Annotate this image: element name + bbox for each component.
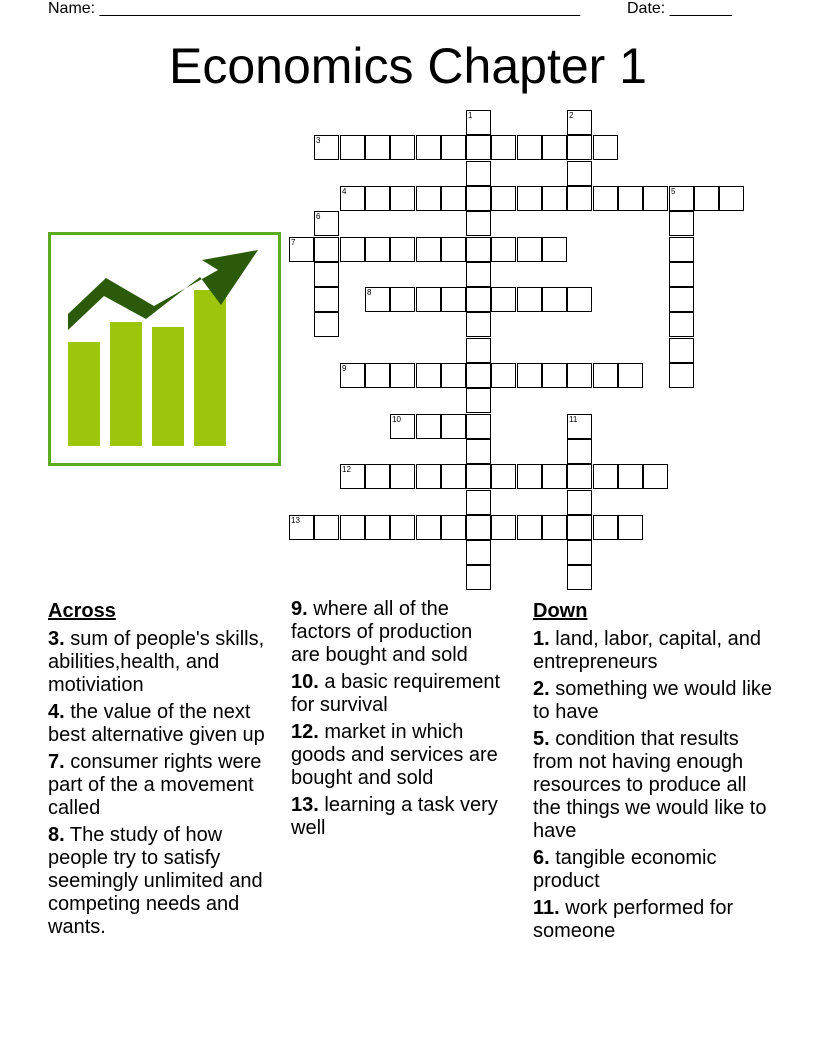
crossword-cell[interactable] (466, 287, 491, 312)
crossword-cell[interactable] (340, 135, 365, 160)
crossword-cell[interactable] (466, 439, 491, 464)
crossword-cell[interactable] (314, 515, 339, 540)
crossword-cell[interactable] (669, 287, 694, 312)
crossword-cell[interactable] (314, 135, 339, 160)
crossword-cell[interactable] (517, 464, 542, 489)
crossword-cell[interactable] (365, 287, 390, 312)
crossword-cell[interactable] (441, 186, 466, 211)
crossword-cell[interactable] (567, 110, 592, 135)
page-title: Economics Chapter 1 (168, 38, 647, 94)
crossword-cell[interactable] (466, 237, 491, 262)
crossword-cell[interactable] (365, 237, 390, 262)
cell-number: 4 (342, 187, 347, 196)
clue-down-5: 5. condition that results from not having enough resources to produce all the things we would like to have (533, 728, 767, 842)
cell-number: 8 (367, 288, 372, 297)
crossword-cell[interactable] (669, 186, 694, 211)
crossword-cell[interactable] (567, 414, 592, 439)
clue-across-8: 8. The study of how people try to satisfy seemingly unlimited and competing needs and wants. (48, 824, 263, 938)
crossword-cell[interactable] (669, 262, 694, 287)
crossword-cell[interactable] (416, 363, 441, 388)
cell-number: 6 (316, 212, 321, 221)
crossword-cell[interactable] (416, 135, 441, 160)
crossword-cell[interactable] (314, 287, 339, 312)
crossword-cell[interactable] (618, 515, 643, 540)
clue-across-9: 9. where all of the factors of production are bought and sold (291, 598, 473, 666)
crossword-cell[interactable] (517, 135, 542, 160)
crossword-cell[interactable] (491, 135, 516, 160)
crossword-cell[interactable] (567, 363, 592, 388)
crossword-cell[interactable] (466, 565, 491, 590)
clue-down-1: 1. land, labor, capital, and entrepreneurs (533, 628, 761, 673)
logo-bar (194, 290, 226, 446)
crossword-cell[interactable] (314, 211, 339, 236)
crossword-cell[interactable] (618, 186, 643, 211)
crossword-cell[interactable] (441, 287, 466, 312)
crossword-cell[interactable] (416, 464, 441, 489)
crossword-cell[interactable] (593, 363, 618, 388)
crossword-cell[interactable] (491, 186, 516, 211)
crossword-cell[interactable] (466, 540, 491, 565)
crossword-cell[interactable] (390, 363, 415, 388)
crossword-cell[interactable] (643, 186, 668, 211)
cell-number: 12 (342, 465, 351, 474)
across-clues-col2 (291, 598, 506, 844)
down-clues-col (533, 598, 773, 947)
clue-across-12: 12. market in which goods and services are bought and sold (291, 721, 498, 789)
crossword-cell[interactable] (390, 237, 415, 262)
clue-across-3: 3. sum of people's skills, abilities,health, and motiviation (48, 628, 265, 696)
crossword-cell[interactable] (669, 312, 694, 337)
crossword-cell[interactable] (567, 515, 592, 540)
crossword-cell[interactable] (441, 237, 466, 262)
crossword-cell[interactable] (340, 464, 365, 489)
cell-number: 7 (291, 238, 296, 247)
crossword-cell[interactable] (567, 135, 592, 160)
crossword-cell[interactable] (441, 414, 466, 439)
crossword-cell[interactable] (669, 211, 694, 236)
crossword-cell[interactable] (542, 287, 567, 312)
crossword-cell[interactable] (466, 388, 491, 413)
crossword-cell[interactable] (542, 186, 567, 211)
crossword-cell[interactable] (542, 515, 567, 540)
crossword-cell[interactable] (365, 135, 390, 160)
crossword-cell[interactable] (593, 464, 618, 489)
crossword-cell[interactable] (289, 237, 314, 262)
crossword-cell[interactable] (694, 186, 719, 211)
crossword-cell[interactable] (390, 186, 415, 211)
crossword-cell[interactable] (593, 515, 618, 540)
name-field[interactable]: Name: ______________________________________________________ (48, 0, 581, 17)
crossword-cell[interactable] (466, 135, 491, 160)
crossword-cell[interactable] (567, 186, 592, 211)
crossword-cell[interactable] (441, 464, 466, 489)
crossword-cell[interactable] (567, 565, 592, 590)
crossword-cell[interactable] (340, 186, 365, 211)
cell-number: 3 (316, 136, 321, 145)
clue-down-2: 2. something we would like to have (533, 678, 773, 723)
crossword-cell[interactable] (340, 237, 365, 262)
crossword-cell[interactable] (517, 186, 542, 211)
crossword-cell[interactable] (593, 135, 618, 160)
cell-number: 2 (569, 111, 574, 120)
crossword-cell[interactable] (365, 464, 390, 489)
crossword-cell[interactable] (314, 262, 339, 287)
cell-number: 10 (392, 415, 401, 424)
growth-chart-logo (48, 232, 282, 466)
crossword-cell[interactable] (466, 161, 491, 186)
crossword-cell[interactable] (466, 490, 491, 515)
crossword-cell[interactable] (466, 312, 491, 337)
cell-number: 5 (671, 187, 676, 196)
crossword-cell[interactable] (416, 237, 441, 262)
crossword-cell[interactable] (542, 237, 567, 262)
crossword-cell[interactable] (340, 363, 365, 388)
crossword-cell[interactable] (416, 515, 441, 540)
crossword-cell[interactable] (365, 363, 390, 388)
crossword-cell[interactable] (491, 363, 516, 388)
crossword-cell[interactable] (340, 515, 365, 540)
crossword-cell[interactable] (390, 135, 415, 160)
cell-number: 9 (342, 364, 347, 373)
clue-across-10: 10. a basic requirement for survival (291, 671, 501, 716)
crossword-cell[interactable] (643, 464, 668, 489)
logo-bar (152, 327, 184, 446)
crossword-cell[interactable] (669, 338, 694, 363)
across-clues-col1 (48, 598, 283, 943)
crossword-cell[interactable] (593, 186, 618, 211)
clue-across-7: 7. consumer rights were part of the a movement called (48, 751, 262, 819)
cell-number: 13 (291, 516, 300, 525)
crossword-cell[interactable] (466, 338, 491, 363)
crossword-cell[interactable] (466, 211, 491, 236)
crossword-cell[interactable] (542, 135, 567, 160)
crossword-cell[interactable] (669, 363, 694, 388)
crossword-cell[interactable] (491, 464, 516, 489)
crossword-cell[interactable] (466, 414, 491, 439)
clue-across-4: 4. the value of the next best alternative given up (48, 701, 265, 746)
crossword-cell[interactable] (491, 287, 516, 312)
crossword-cell[interactable] (491, 237, 516, 262)
crossword-cell[interactable] (719, 186, 744, 211)
crossword-cell[interactable] (390, 414, 415, 439)
crossword-cell[interactable] (567, 540, 592, 565)
down-heading: Down (533, 600, 588, 622)
crossword-cell[interactable] (314, 312, 339, 337)
crossword-cell[interactable] (618, 464, 643, 489)
crossword-cell[interactable] (517, 515, 542, 540)
crossword-cell[interactable] (618, 363, 643, 388)
clue-down-6: 6. tangible economic product (533, 847, 717, 892)
crossword-cell[interactable] (466, 186, 491, 211)
crossword-cell[interactable] (517, 287, 542, 312)
clue-across-13: 13. learning a task very well (291, 794, 498, 839)
crossword-cell[interactable] (466, 110, 491, 135)
crossword-cell[interactable] (466, 262, 491, 287)
crossword-cell[interactable] (466, 515, 491, 540)
crossword-cell[interactable] (567, 490, 592, 515)
crossword-cell[interactable] (517, 237, 542, 262)
crossword-cell[interactable] (542, 464, 567, 489)
crossword-cell[interactable] (416, 287, 441, 312)
crossword-cell[interactable] (466, 363, 491, 388)
crossword-cell[interactable] (314, 237, 339, 262)
crossword-cell[interactable] (669, 237, 694, 262)
crossword-cell[interactable] (441, 363, 466, 388)
logo-bar (68, 342, 100, 446)
crossword-cell[interactable] (390, 515, 415, 540)
crossword-cell[interactable] (567, 439, 592, 464)
crossword-cell[interactable] (491, 515, 516, 540)
crossword-cell[interactable] (390, 287, 415, 312)
crossword-cell[interactable] (567, 464, 592, 489)
crossword-cell[interactable] (416, 186, 441, 211)
crossword-cell[interactable] (542, 363, 567, 388)
crossword-cell[interactable] (441, 515, 466, 540)
logo-bar (110, 322, 142, 446)
crossword-cell[interactable] (416, 414, 441, 439)
crossword-cell[interactable] (289, 515, 314, 540)
crossword-cell[interactable] (567, 287, 592, 312)
crossword-cell[interactable] (365, 515, 390, 540)
crossword-cell[interactable] (466, 464, 491, 489)
date-field[interactable]: Date: _______ (627, 0, 732, 17)
cell-number: 11 (569, 415, 578, 424)
clue-down-11: 11. work performed for someone (533, 897, 734, 942)
crossword-cell[interactable] (441, 135, 466, 160)
crossword-cell[interactable] (567, 161, 592, 186)
crossword-cell[interactable] (390, 464, 415, 489)
cell-number: 1 (468, 111, 473, 120)
crossword-cell[interactable] (517, 363, 542, 388)
crossword-cell[interactable] (365, 186, 390, 211)
across-heading: Across (48, 600, 116, 622)
